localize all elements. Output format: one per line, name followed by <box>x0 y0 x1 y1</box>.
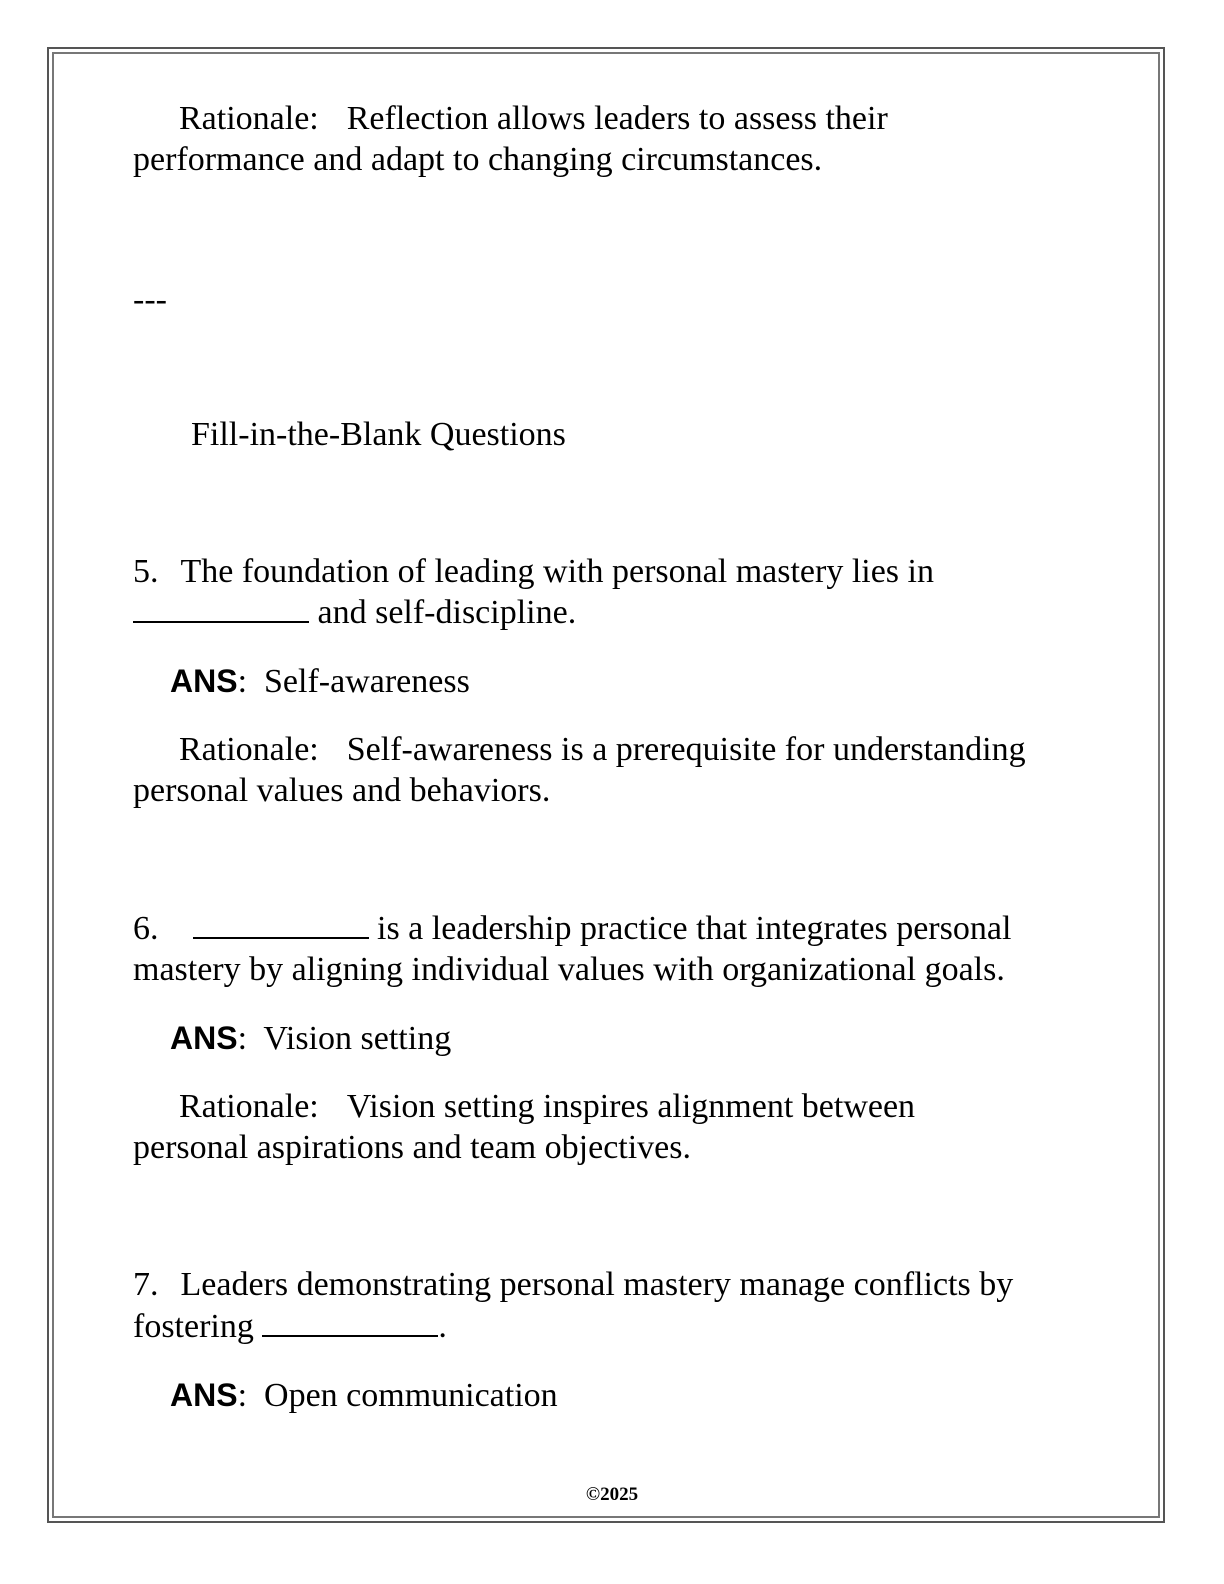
ans-label: ANS <box>170 1377 238 1413</box>
fill-blank <box>193 909 369 939</box>
answer-text: Open communication <box>264 1377 558 1414</box>
ans-label: ANS <box>170 663 238 699</box>
separator: --- <box>133 281 167 318</box>
rationale-5-line1 <box>133 729 1026 770</box>
section-title: Fill-in-the-Blank Questions <box>191 416 566 453</box>
fill-blank <box>133 593 309 623</box>
question-5-line2 <box>133 592 576 633</box>
question-6-line2: mastery by aligning individual values with organizational goals. <box>133 951 1005 988</box>
rationale-6-line1 <box>133 1086 915 1127</box>
rationale-top-line1 <box>133 98 888 139</box>
question-text: The foundation of leading with personal mastery lies in <box>180 553 934 590</box>
question-number: 7. <box>133 1266 159 1303</box>
question-text: is a leadership practice that integrates personal <box>377 910 1012 947</box>
copyright-footer: ©2025 <box>585 1484 639 1505</box>
fill-blank <box>262 1307 438 1337</box>
question-text: and self-discipline. <box>317 594 577 631</box>
question-text: Leaders demonstrating personal mastery manage conflicts by <box>180 1266 1014 1303</box>
answer-text: Self-awareness <box>264 663 470 700</box>
rationale-6-line2: personal aspirations and team objectives. <box>133 1129 691 1166</box>
rationale-text: Self-awareness is a prerequisite for understanding <box>346 731 1026 768</box>
question-6-line1 <box>133 908 1011 949</box>
question-number: 5. <box>133 553 159 590</box>
rationale-text: Vision setting inspires alignment between <box>346 1088 916 1125</box>
rationale-top-line2: performance and adapt to changing circumstances. <box>133 141 823 178</box>
question-text: . <box>438 1308 447 1345</box>
answer-7: ANS: Open communication <box>170 1377 558 1414</box>
rationale-label: Rationale: <box>179 1088 319 1125</box>
answer-5: ANS: Self-awareness <box>170 663 470 700</box>
rationale-label: Rationale: <box>179 100 319 137</box>
ans-label: ANS <box>170 1020 238 1056</box>
question-7-line2 <box>133 1306 447 1347</box>
rationale-5-line2: personal values and behaviors. <box>133 772 551 809</box>
rationale-label: Rationale: <box>179 731 319 768</box>
question-text: fostering <box>133 1308 254 1345</box>
answer-6: ANS: Vision setting <box>170 1020 452 1057</box>
rationale-text: Reflection allows leaders to assess their <box>346 100 888 137</box>
question-7-line1 <box>133 1264 1013 1305</box>
question-number: 6. <box>133 910 159 947</box>
answer-text: Vision setting <box>263 1020 452 1057</box>
question-5-line1 <box>133 551 934 592</box>
